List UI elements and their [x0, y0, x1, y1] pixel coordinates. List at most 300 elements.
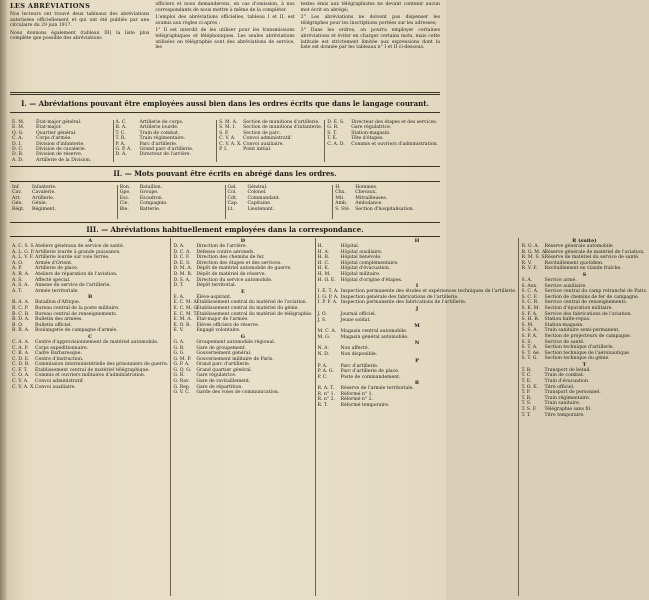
abbreviation-code: A. L. V. F. — [12, 255, 34, 261]
abbreviation-meaning: Gare de répartition. — [196, 384, 243, 390]
abbreviation-code: A. P. — [12, 266, 22, 272]
abbreviation-code: M. C. A. — [317, 329, 337, 335]
abbreviation-meaning: Dépôt territorial. — [196, 283, 237, 289]
abbreviation-code: R. G. A. — [521, 244, 540, 249]
abbreviation-meaning: Directeur de l'arrière. — [139, 152, 191, 158]
abbreviation-meaning: Cavalerie. — [32, 190, 56, 196]
abbreviation-meaning: Station-magasin. — [544, 322, 584, 328]
abbreviation-code: C. F. T. — [12, 367, 28, 373]
abbreviation-meaning: Division de cavalerie. — [36, 147, 87, 153]
abbreviation-code: S. Aux. — [521, 283, 538, 289]
letter-heading: H — [414, 238, 420, 244]
abbreviation-row — [228, 207, 331, 212]
abbreviation-code: Chx. — [335, 190, 346, 196]
abbreviation-code: D. C. F. — [173, 255, 190, 261]
abbreviation-code: J. O. — [317, 311, 327, 317]
intro-paragraph: officiers et nous demanderons, en cas d'omission, à nos correspondants de nous mettre à même de la compléter. — [155, 2, 295, 13]
abbreviation-meaning: État-major de l'armée. — [196, 317, 249, 323]
abbreviation-code: E. C. M. G. — [173, 305, 199, 311]
abbreviation-code: E. V. — [173, 328, 184, 334]
abbreviation-code: S. F. A. — [521, 311, 538, 317]
abbreviation-code: G. A. — [173, 339, 185, 345]
abbreviation-meaning: Bulletin officiel. — [35, 322, 72, 328]
table-column — [10, 120, 114, 162]
abbreviation-code: Gpe. — [119, 190, 131, 196]
abbreviation-code: Col. — [227, 190, 237, 196]
abbreviation-meaning: Chevaux. — [355, 190, 377, 196]
abbreviation-code: G. P. A. — [173, 362, 190, 368]
abbreviation-meaning: Groupement automobile régional. — [196, 339, 276, 345]
abbreviation-meaning: Régiment. — [32, 206, 56, 212]
abbreviation-code: Gén. — [12, 201, 23, 207]
abbreviation-row — [120, 207, 223, 212]
abbreviation-meaning: Parc d'artillerie. — [340, 363, 379, 369]
abbreviation-code: R. V. — [521, 260, 532, 266]
abbreviation-code: Inf. — [12, 185, 20, 190]
abbreviation-meaning: Inspection permanente des fabrications de l'artillerie. — [340, 300, 467, 306]
abbreviation-code: G. R. — [327, 125, 339, 131]
abbreviation-code: C. D. E. — [12, 356, 30, 362]
abbreviation-meaning: Train régimentaire. — [139, 136, 186, 142]
abbreviation-meaning: Train sanitaire semi-permanent. — [544, 328, 620, 334]
abbreviation-meaning: Ravitaillement quotidien. — [544, 260, 604, 266]
abbreviation-code: E. M. A. — [173, 317, 193, 323]
abbreviation-meaning: Division d'infanterie. — [36, 141, 85, 147]
letter-heading: I — [415, 283, 419, 290]
abbreviation-code: C. V. A. — [12, 379, 29, 385]
intro-paragraph: 1° Il est interdit de les utiliser pour les transmissions télégraphiques et téléphoniques. Les seules abréviations utilisées en télégraphie sont des abréviations de service, les — [155, 28, 295, 51]
table-column — [519, 238, 649, 596]
abbreviation-meaning: Bureau central de la poste militaire. — [35, 305, 120, 311]
abbreviation-code: D. A. — [115, 152, 127, 158]
abbreviation-code: T. R. — [115, 136, 126, 142]
abbreviation-row — [318, 352, 517, 358]
abbreviation-code: S. H. R. — [521, 317, 540, 323]
abbreviation-code: T. T. — [521, 412, 531, 418]
abbreviation-code: R. n° 2. — [317, 397, 335, 403]
abbreviation-meaning: Station-magasin. — [351, 130, 391, 136]
abbreviation-meaning: Journal officiel. — [340, 311, 377, 317]
abbreviation-meaning: Convoi administratif. — [35, 379, 84, 385]
abbreviation-code: Gal. — [227, 185, 237, 190]
abbreviation-meaning: Réformé n° 1. — [340, 391, 373, 397]
abbreviation-meaning: Magasin central automobile. — [340, 329, 408, 335]
abbreviation-meaning: Inspection générale des fabrications de l'artillerie. — [340, 294, 459, 300]
letter-heading: C — [88, 333, 93, 340]
abbreviation-code: Esc. — [119, 195, 130, 201]
abbreviation-meaning: Train sanitaire. — [544, 401, 581, 407]
abbreviation-meaning: Commis et ouvriers militaires d'administration. — [35, 373, 146, 379]
abbreviation-meaning: Point initial. — [243, 147, 272, 153]
abbreviation-meaning: Défense contre aéronefs. — [196, 249, 255, 255]
abbreviation-code: P. A. — [317, 363, 328, 369]
abbreviation-code: R. A. T. — [317, 386, 334, 392]
abbreviation-code: Cap. — [227, 201, 239, 207]
abbreviation-code: S. T. G. — [521, 356, 538, 362]
abbreviation-meaning: Hôpital auxiliaire. — [340, 249, 383, 255]
abbreviation-meaning: Boulangerie de campagne d'armée. — [35, 328, 118, 334]
abbreviation-code: Bie. — [119, 206, 129, 212]
table-column — [118, 185, 226, 219]
abbreviation-meaning: Section de munitions d'artillerie. — [243, 120, 320, 125]
abbreviation-row — [219, 147, 322, 152]
abbreviation-code: T. O. E. — [521, 384, 539, 390]
table-column — [217, 120, 325, 162]
abbreviation-code: C. A. D. — [327, 141, 345, 147]
letter-heading: D — [240, 238, 246, 244]
abbreviation-code: M. G. — [317, 334, 331, 340]
abbreviation-meaning: Batterie. — [139, 206, 161, 212]
abbreviation-code: S. M. I. — [219, 125, 236, 131]
abbreviation-meaning: Section d'épuration militaire. — [544, 305, 613, 311]
abbreviation-meaning: Service des fabrications de l'aviation. — [544, 311, 632, 317]
abbreviation-row — [116, 152, 215, 157]
abbreviation-code: S. M. — [521, 322, 534, 328]
abbreviation-meaning: Division de réserve. — [36, 152, 83, 158]
abbreviation-row — [173, 283, 312, 289]
abbreviation-code: C. V. A. X. — [219, 141, 242, 147]
intro-column-middle — [155, 2, 294, 88]
abbreviation-meaning: Hommes. — [355, 185, 378, 190]
abbreviation-meaning: Annexe du service de l'artillerie. — [35, 283, 111, 289]
abbreviation-code: T. P. — [521, 390, 531, 396]
abbreviation-meaning: Hôpital d'évacuation. — [340, 266, 391, 272]
abbreviation-code: Amb. — [335, 201, 348, 207]
abbreviation-meaning: Gouvernement militaire de Paris. — [196, 356, 274, 362]
abbreviation-code: C. B. A. — [12, 351, 30, 357]
table-column — [333, 185, 440, 219]
letter-heading: G — [240, 333, 246, 340]
abbreviation-code: Cdt. — [227, 195, 238, 201]
table-column — [114, 120, 218, 162]
abbreviation-meaning: Convoi auxiliaire. — [243, 141, 284, 147]
abbreviation-meaning: Train d'évacuation. — [544, 379, 590, 385]
abbreviation-meaning: Tête d'étapes. — [351, 136, 384, 142]
divider — [10, 94, 440, 95]
abbreviation-meaning: Section d'hospitalisation. — [355, 206, 415, 212]
abbreviation-meaning: Direction des étapes et des services. — [196, 260, 282, 266]
abbreviation-code: H. B. — [317, 255, 330, 261]
abbreviation-code: S. P. A. — [521, 333, 538, 339]
letter-heading: M — [414, 323, 420, 330]
abbreviation-row — [521, 413, 647, 419]
table-column — [226, 185, 334, 219]
abbreviation-meaning: Titre temporaire. — [544, 412, 585, 418]
abbreviation-row — [327, 142, 438, 147]
abbreviation-meaning: Groupe. — [139, 190, 159, 196]
abbreviation-code: T. C. — [115, 130, 126, 136]
abbreviation-code: G. V. C. — [173, 390, 190, 396]
abbreviation-meaning: Dépôt de matériel de réserve. — [196, 271, 266, 277]
abbreviation-code: C. A. A. — [12, 339, 30, 345]
abbreviation-meaning: Quartier général. — [36, 130, 77, 136]
section-3-table — [10, 238, 648, 596]
abbreviation-code: S. Sté. — [335, 206, 351, 212]
abbreviation-code: P. A. G. — [317, 369, 334, 375]
abbreviation-meaning: État-major. — [36, 125, 62, 131]
abbreviation-meaning: Direction de l'arrière. — [196, 244, 248, 249]
abbreviation-code: T. É. — [327, 136, 338, 142]
abbreviation-code: E. A. — [173, 294, 185, 300]
abbreviation-meaning: Corps expéditionnaire. — [35, 345, 89, 351]
article-title: LES ABRÉVIATIONS — [10, 2, 91, 10]
table-column — [316, 238, 520, 596]
abbreviation-meaning: Bureau central de renseignements. — [35, 311, 118, 317]
abbreviation-code: N. A. — [317, 346, 329, 352]
abbreviation-meaning: Réformé n° 2. — [340, 397, 373, 403]
abbreviation-meaning: Service central de renseignements. — [544, 300, 628, 306]
abbreviation-meaning: Train de combat. — [544, 373, 585, 379]
abbreviation-code: R. M. S. S. — [521, 255, 546, 261]
abbreviation-meaning: Inspection permanente des études et expériences techniques de l'artillerie. — [340, 289, 517, 295]
intro-paragraph: Nos lecteurs ont trouvé deux tableaux des abréviations autorisées officiellement et qui ont été publiés par une circulaire du 29 juin 1917. — [10, 12, 150, 29]
divider — [10, 112, 440, 113]
abbreviation-meaning: Parc d'artillerie. — [139, 141, 178, 147]
abbreviation-meaning: Section technique de l'aéronautique. — [544, 350, 631, 356]
section-2-table — [10, 185, 440, 219]
intro-paragraph: 2° Les abréviations ne doivent pas dispenser les télégraphes pour les inscriptions portées sur les adresses; — [300, 15, 440, 26]
abbreviation-code: D. M. R. — [173, 271, 193, 277]
abbreviation-code: S. S. A. — [521, 328, 539, 334]
abbreviation-meaning: Section de parc. — [243, 130, 282, 136]
abbreviation-meaning: Artillerie. — [32, 195, 55, 201]
page-binding-edge — [0, 0, 7, 600]
abbreviation-code: H. — [335, 185, 341, 190]
abbreviation-meaning: Réserve de matériel du service de santé. — [544, 255, 640, 261]
abbreviation-meaning: Élèves officiers de réserve. — [196, 322, 260, 328]
abbreviation-meaning: Parc d'artillerie de place. — [340, 369, 400, 375]
abbreviation-meaning: État-major général. — [36, 120, 82, 125]
abbreviation-meaning: Jeune soldat. — [340, 317, 371, 323]
letter-heading: S — [582, 271, 587, 278]
abbreviation-code: D. C. A. — [173, 249, 191, 255]
abbreviation-code: I. P. F. A. — [317, 300, 338, 306]
abbreviation-meaning: Armée territoriale. — [35, 288, 79, 294]
abbreviation-code: D. C. — [12, 147, 24, 153]
abbreviation-meaning: Service de santé. — [544, 339, 585, 345]
abbreviation-code: T. E. — [521, 379, 532, 385]
abbreviation-code: D. E. S. — [327, 120, 345, 125]
abbreviation-code: B. O. — [12, 322, 24, 328]
abbreviation-code: A. O. — [12, 260, 24, 266]
abbreviation-code: D. R. — [12, 152, 24, 158]
abbreviation-code: S. T. Aé. — [521, 350, 541, 356]
abbreviation-code: D. I. — [12, 141, 22, 147]
abbreviation-meaning: Commission interministérielle des prisonniers de guerre. — [35, 362, 169, 368]
abbreviation-meaning: Réserve générale de matériel de l'aviation. — [544, 249, 645, 255]
letter-heading: R (suite) — [572, 238, 597, 244]
abbreviation-meaning: Train régimentaire. — [544, 395, 591, 401]
abbreviation-meaning: Ateliers de réparation de l'aviation. — [35, 271, 118, 277]
abbreviation-meaning: Réserve générale automobile. — [544, 244, 615, 249]
abbreviation-code: A. D. — [12, 157, 24, 163]
abbreviation-code: T. R. — [521, 395, 532, 401]
abbreviation-meaning: Section de projecteurs de campagne. — [544, 333, 632, 339]
divider — [10, 181, 440, 182]
abbreviation-code: G. G. — [173, 351, 185, 357]
abbreviation-meaning: Service armé. — [544, 277, 577, 283]
abbreviation-code: H. E. — [317, 266, 330, 272]
abbreviation-meaning: Centre d'approvisionnement de matériel automobile. — [35, 339, 159, 345]
intro-paragraph: L'emploi des abréviations officielles, tableau I et II, est soumis aux règles ci-après : — [155, 15, 295, 26]
abbreviation-code: S. C. R. — [521, 300, 539, 306]
abbreviation-meaning: Gare de groupement. — [196, 345, 247, 351]
abbreviation-meaning: Gare régulatrice. — [196, 373, 237, 379]
abbreviation-meaning: Colonel. — [247, 190, 267, 196]
abbreviation-code: Régt. — [12, 206, 25, 212]
section-1-title: I. — Abréviations pouvant être employées aussi bien dans les ordres écrits que dans le langage courant. — [21, 99, 429, 108]
abbreviation-code: G. R. — [173, 373, 185, 379]
intro-column-left — [10, 2, 149, 88]
abbreviation-row — [12, 207, 115, 212]
abbreviation-code: D. T. — [173, 283, 184, 289]
abbreviation-code: S. S. — [521, 339, 532, 345]
abbreviation-code: B. A. — [115, 125, 127, 131]
abbreviation-code: T. B. — [521, 367, 532, 373]
abbreviation-code: E. C. M. A. — [173, 300, 199, 306]
abbreviation-meaning: Convoi auxiliaire. — [35, 384, 76, 390]
abbreviation-meaning: Garde des voies de communication. — [196, 390, 280, 396]
abbreviation-meaning: Compagnie. — [139, 201, 168, 207]
abbreviation-meaning: Section technique du génie. — [544, 356, 610, 362]
abbreviation-meaning: Artillerie lourde sur voie ferrée. — [35, 255, 110, 261]
abbreviation-meaning: Mitrailleuses. — [355, 195, 388, 201]
abbreviation-meaning: Commandant. — [247, 195, 281, 201]
intro-text — [10, 2, 440, 88]
abbreviation-code: T. C. — [521, 373, 532, 379]
abbreviation-code: A. C. S. S. — [12, 244, 35, 249]
abbreviation-code: A. R. A. — [12, 271, 30, 277]
abbreviation-code: Art. — [12, 195, 21, 201]
abbreviation-meaning: Infanterie. — [32, 185, 57, 190]
section-1-table — [10, 120, 440, 162]
abbreviation-meaning: Directeur des étapes et des services. — [351, 120, 438, 125]
abbreviation-code: D. A. — [173, 244, 185, 249]
abbreviation-code: R. V. F. — [521, 266, 538, 272]
abbreviation-code: S. T. A. — [521, 345, 538, 351]
letter-heading: J — [415, 305, 419, 312]
abbreviation-meaning: Établissement central du matériel de télégraphie. — [196, 311, 313, 317]
abbreviation-code: Cie. — [119, 201, 129, 207]
abbreviation-code: C. A. — [12, 136, 24, 142]
abbreviation-code: C. V. A. — [219, 136, 236, 142]
abbreviation-meaning: Direction du service automobile. — [196, 277, 273, 283]
abbreviation-code: S. A. — [521, 277, 533, 283]
abbreviation-code: C. V. A. X. — [12, 384, 35, 390]
abbreviation-meaning: Artillerie de la Division. — [36, 157, 92, 163]
abbreviation-code: S. E. M. — [521, 305, 540, 311]
abbreviation-meaning: Hôpital militaire. — [340, 271, 381, 277]
abbreviation-code: H. A. — [317, 249, 330, 255]
abbreviation-row — [12, 158, 111, 163]
abbreviation-meaning: Service central du camp retranché de Paris. — [544, 289, 648, 295]
divider — [10, 92, 440, 93]
abbreviation-meaning: Non affecté. — [340, 346, 370, 352]
abbreviation-meaning: Commis et ouvriers d'administration. — [351, 141, 438, 147]
abbreviation-code: A. S. — [12, 277, 23, 283]
abbreviation-meaning: Télégraphie sans fil. — [544, 407, 592, 413]
section-2-title: II. — Mots pouvant être écrits en abrégé dans les ordres. — [113, 169, 337, 178]
abbreviation-meaning: Station halte-repas. — [544, 317, 591, 323]
intro-column-right — [301, 2, 440, 88]
abbreviation-code: G. M. P. — [173, 356, 191, 362]
abbreviation-row — [12, 385, 168, 391]
abbreviation-meaning: Général. — [247, 185, 268, 190]
divider — [10, 236, 440, 237]
abbreviation-meaning: Artillerie lourde. — [139, 125, 179, 131]
abbreviation-code: S. T. — [327, 130, 337, 136]
abbreviation-meaning: Élève-aspirant. — [196, 294, 232, 300]
abbreviation-meaning: Lieutenant. — [247, 206, 275, 212]
abbreviation-meaning: Artillerie de corps. — [139, 120, 184, 125]
abbreviation-meaning: Bataillon d'Afrique. — [35, 300, 81, 306]
abbreviation-meaning: Hôpital d'origine d'étapes. — [340, 277, 403, 283]
abbreviation-code: Bon. — [119, 185, 131, 190]
letter-heading: P — [415, 357, 419, 364]
abbreviation-code: A. T. — [12, 288, 23, 294]
abbreviation-meaning: Service auxiliaire. — [544, 283, 587, 289]
abbreviation-code: B. D. A. — [12, 317, 30, 323]
abbreviation-code: G. Q. G. — [173, 367, 192, 373]
abbreviation-code: D. M. A. — [173, 266, 193, 272]
abbreviation-code: C. O. A. — [12, 373, 30, 379]
abbreviation-meaning: Ateliers généraux de service de santé. — [35, 244, 125, 249]
abbreviation-meaning: Établissement central de matériel télégraphique. — [35, 367, 150, 373]
abbreviation-code: R. T. — [317, 403, 328, 409]
abbreviation-code: B. C. R. — [12, 311, 30, 317]
abbreviation-meaning: Grand parc d'artillerie. — [139, 147, 194, 153]
abbreviation-code: D. S. A. — [173, 277, 191, 283]
abbreviation-meaning: Section de chemins de fer de campagne. — [544, 294, 640, 300]
intro-paragraph: Nous donnons également (tableau III) la liste plus complète que possible des abréviations — [10, 30, 150, 42]
abbreviation-code: D. E. S. — [173, 260, 191, 266]
table-column — [10, 238, 171, 596]
abbreviation-meaning: Transport de personnel. — [544, 390, 601, 396]
abbreviation-code: H. C. — [317, 260, 330, 266]
abbreviation-meaning: Artillerie lourde à grande puissance. — [35, 249, 121, 255]
abbreviation-code: Mit. — [335, 195, 345, 201]
abbreviation-code: S. M. A. — [219, 120, 238, 125]
abbreviation-code: E. M. — [12, 125, 25, 131]
intro-paragraph: textes émis aux télégraphistes ne devant contenir aucun mot écrit en abrégé; — [300, 2, 440, 13]
divider — [10, 166, 440, 167]
abbreviation-code: G. Rep. — [173, 384, 191, 390]
abbreviation-code: I. E. T. A. — [317, 289, 339, 295]
abbreviation-meaning: Gouvernement général. — [196, 351, 252, 357]
abbreviation-meaning: Hôpital bénévole. — [340, 255, 382, 261]
abbreviation-meaning: Affecté spécial. — [35, 277, 71, 283]
abbreviation-meaning: Section technique d'artillerie. — [544, 345, 614, 351]
letter-heading: E — [241, 288, 245, 295]
abbreviation-code: P. A. — [115, 141, 126, 147]
abbreviation-code: P. I. — [219, 147, 228, 153]
letter-heading: N — [414, 340, 420, 347]
abbreviation-code: J. S. — [317, 317, 327, 323]
abbreviation-row — [318, 403, 517, 409]
abbreviation-code: P. C. — [317, 374, 328, 380]
abbreviation-code: Cav. — [12, 190, 22, 196]
abbreviation-meaning: Corps d'armée. — [36, 136, 72, 142]
abbreviation-meaning: Capitaine. — [247, 201, 272, 207]
abbreviation-code: S. P. — [219, 130, 229, 136]
abbreviation-code: H. M. — [317, 271, 331, 277]
abbreviation-row — [173, 390, 312, 396]
abbreviation-code: T. S. F. — [521, 407, 537, 413]
abbreviation-code: A. C. — [115, 120, 127, 125]
abbreviation-code: E. O. R. — [173, 322, 191, 328]
abbreviation-meaning: Hôpital. — [340, 244, 360, 249]
abbreviation-code: G. B. — [173, 345, 185, 351]
